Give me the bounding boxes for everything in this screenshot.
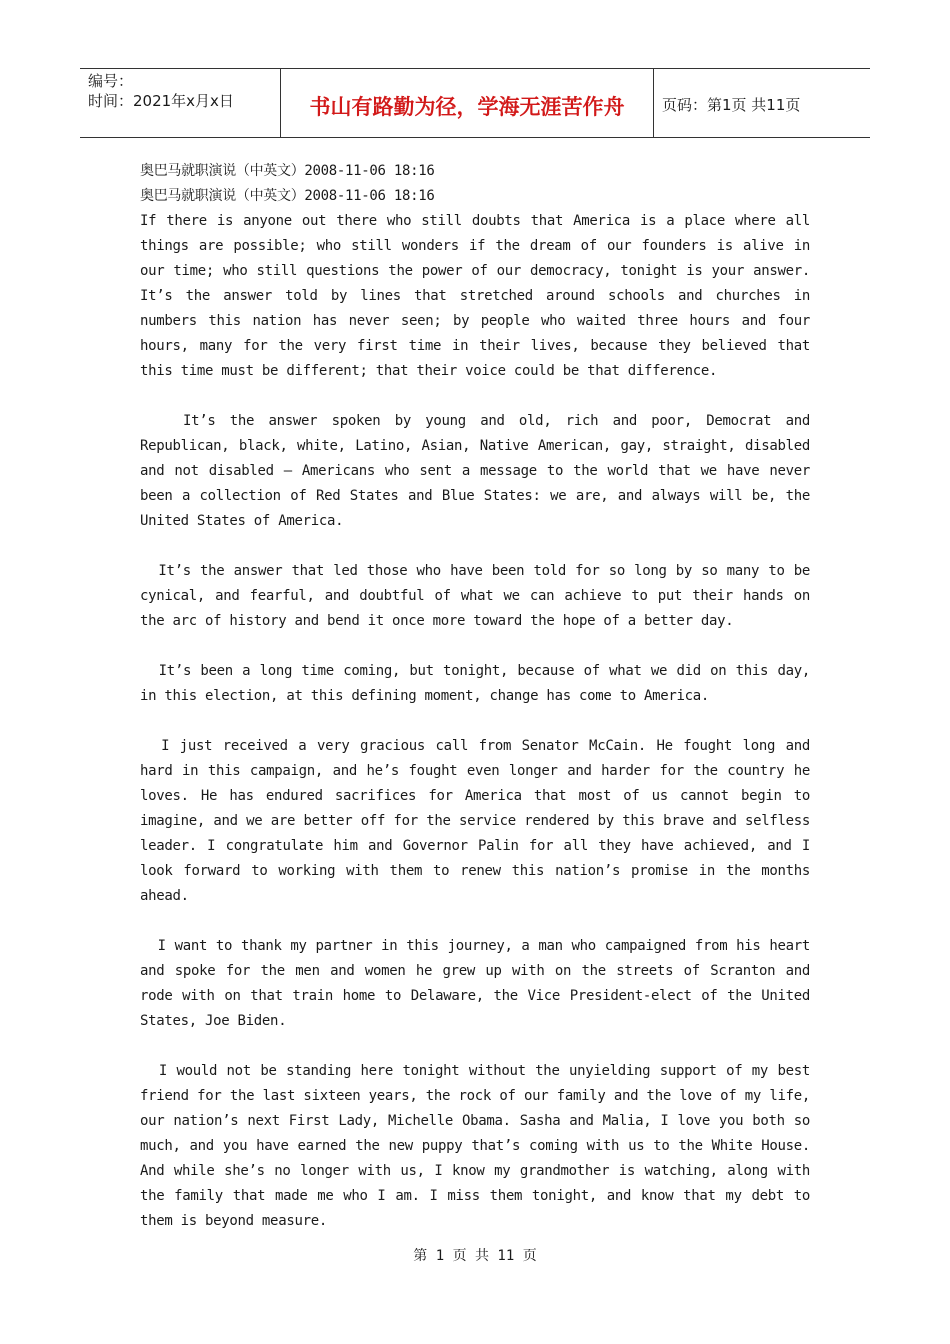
paragraph-7: I would not be standing here tonight without the unyielding support of my best friend for the last sixteen years, the rock of our family and the love of my life, our nation’s next First Lady, Michelle Obama. Sasha and Malia, I love you both so much, and you have earned the new puppy that’s coming with us to the White House. And while she’s no longer with us, I know my grandmother is watching, along with the family that made me who I am. I miss them tonight, and know that my debt to them is beyond measure. (140, 1063, 819, 1229)
header-motto: 书山有路勤为径，学海无涯苦作舟 (281, 69, 654, 137)
header-page-info: 页码：第1页 共11页 (662, 95, 801, 114)
paragraph-6: I want to thank my partner in this journey, a man who campaigned from his heart and spoke for the men and women he grew up with on the streets of Scranton and rode with on that train home to Delaware, the Vice President-elect of the United States, Joe Biden. (140, 938, 819, 1029)
page-footer: 第 1 页 共 11 页 (413, 1248, 537, 1264)
header-meta-cell (80, 69, 281, 137)
paragraph-4: It’s been a long time coming, but tonight, because of what we did on this day, in this election, at this defining moment, change has come to America. (140, 663, 819, 704)
paragraph-5: I just received a very gracious call from Senator McCain. He fought long and hard in this campaign, and he’s fought even longer and harder for the country he loves. He has endured sacrifices for America that most of us cannot begin to imagine, and we are better off for the service rendered by this brave and selfless leader. I congratulate him and Governor Palin for all they have achieved, and I look forward to working with them to renew this nation’s promise in the months ahead. (140, 738, 819, 904)
date-label: 时间：2021年x月x日 (88, 92, 234, 110)
document-title-2: 奥巴马就职演说（中英文）2008-11-06 18:16 (140, 188, 435, 204)
number-label: 编号： (88, 72, 134, 90)
paragraph-2: It’s the answer spoken by young and old, rich and poor, Democrat and Republican, black, white, Latino, Asian, Native American, gay, straight, disabled and not disabled – Americans who sent a message to the world that we have never been a collection of Red States and Blue States: we are, and always will be, the United States of America. (140, 413, 819, 529)
document-body (140, 159, 819, 1259)
document-header (80, 68, 870, 138)
document-title-1: 奥巴马就职演说（中英文）2008-11-06 18:16 (140, 163, 435, 179)
paragraph-1: If there is anyone out there who still doubts that America is a place where all things are possible; who still wonders if the dream of our founders is alive in our time; who still questions the power of our democracy, tonight is your answer. It’s the answer told by lines that stretched around schools and churches in numbers this nation has never seen; by people who waited three hours and four hours, many for the very first time in their lives, because they believed that this time must be different; that their voice could be that difference. (140, 213, 810, 379)
paragraph-3: It’s the answer that led those who have been told for so long by so many to be cynical, and fearful, and doubtful of what we can achieve to put their hands on the arc of history and bend it once more toward the hope of a better day. (140, 563, 819, 629)
